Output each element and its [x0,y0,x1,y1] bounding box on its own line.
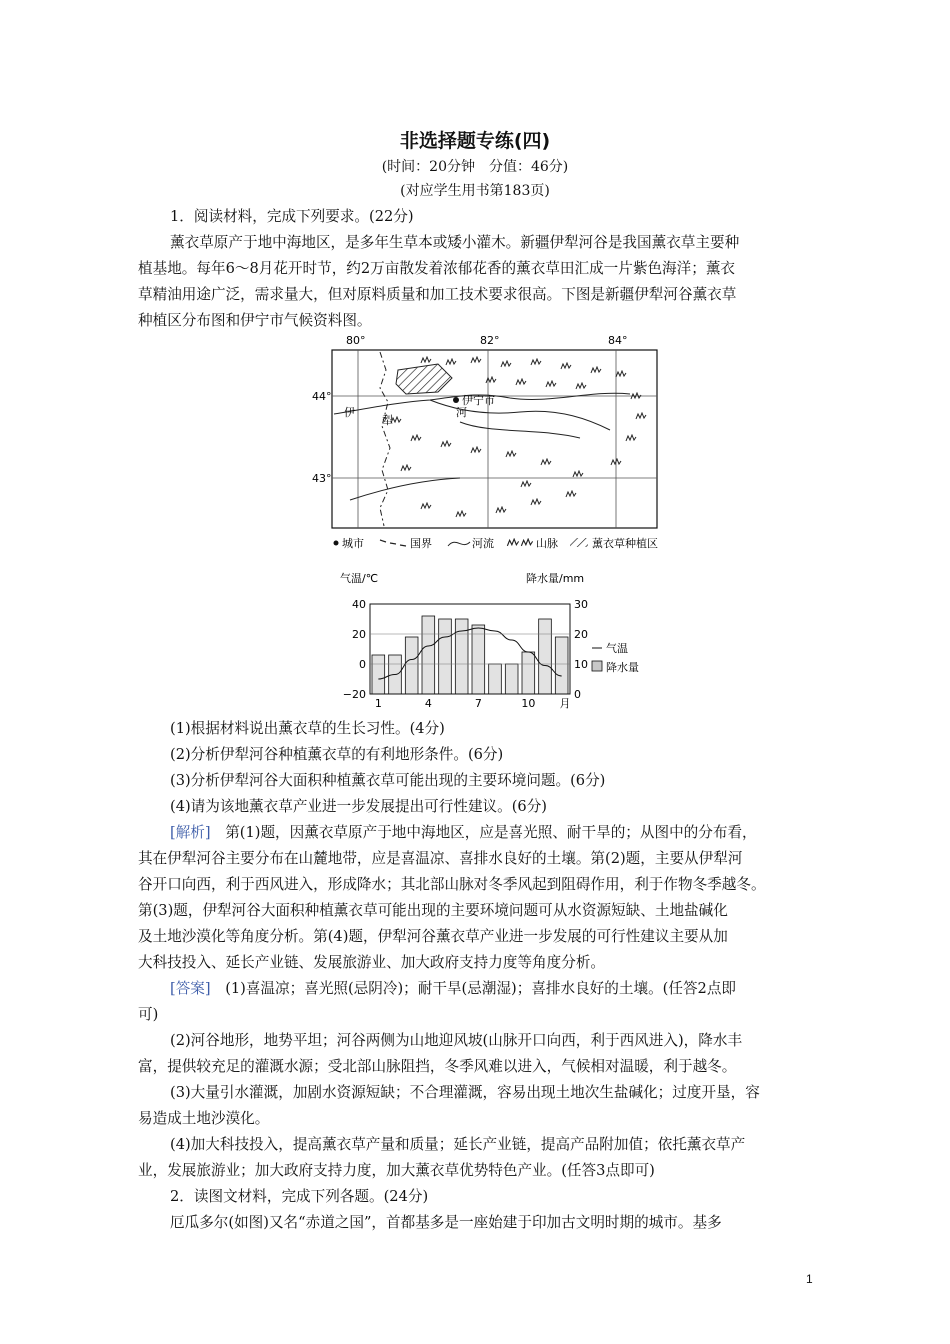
x-tick-label: 7 [474,697,482,710]
answer-tag: [答案] [170,980,211,997]
left-tick-label: −20 [342,688,366,701]
precipitation-bar [422,616,435,694]
page-title: 非选择题专练(四) [399,130,551,152]
answer-line: 可) [138,1006,159,1023]
q1-question-1: (1)根据材料说出薰衣草的生长习性。(4分) [170,720,445,737]
book-reference: (对应学生用书第183页) [400,183,550,199]
right-tick-label: 0 [574,688,581,701]
map-place-label: 伊宁市 [462,394,495,407]
answer-line [170,976,828,1002]
q2-heading: 2．读图文材料，完成下列各题。(24分) [170,1188,429,1205]
map-legend [334,536,659,550]
q1-material-line: 薰衣草原产于地中海地区，是多年生草本或矮小灌木。新疆伊犁河谷是我国薰衣草主要种 [170,234,740,251]
analysis-line: 谷开口向西，利于西风进入，形成降水；其北部山脉对冬季风起到阻碍作用，利于作物冬季越冬。 [138,876,766,893]
lon-label: 84° [608,334,628,347]
answer-line: (2)河谷地形，地势平坦；河谷两侧为山地迎风坡(山脉开口向西，利于西风进入)，降水丰 [170,1032,743,1049]
analysis-line: 大科技投入、延长产业链、发展旅游业、加大政府支持力度等角度分析。 [138,954,606,971]
left-tick-label: 0 [359,658,366,671]
answer-line: (4)加大科技投入，提高薰衣草产量和质量；延长产业链，提高产品附加值；依托薰衣草产 [170,1136,746,1153]
legend-river: 河流 [472,537,494,550]
climate-chart [330,568,660,712]
precipitation-bar [505,664,518,694]
lat-label: 44° [312,390,332,403]
precipitation-bar [522,652,535,694]
q1-material-line: 种植区分布图和伊宁市气候资料图。 [138,312,372,329]
lon-label: 80° [346,334,366,347]
left-tick-label: 20 [352,628,366,641]
answer-line: 富，提供较充足的灌溉水源；受北部山脉阻挡，冬季风难以进入，气候相对温暖，利于越冬。 [138,1058,737,1075]
analysis-line: 及土地沙漠化等角度分析。第(4)题，伊犁河谷薰衣草产业进一步发展的可行性建议主要从加 [138,928,728,945]
analysis-line [170,820,828,846]
q1-question-3: (3)分析伊犁河谷大面积种植薰衣草可能出现的主要环境问题。(6分) [170,772,606,789]
right-axis-label: 降水量/mm [526,572,585,585]
q1-question-2: (2)分析伊犁河谷种植薰衣草的有利地形条件。(6分) [170,746,504,763]
precipitation-bar [372,655,385,694]
x-tick-label: 1 [374,697,382,710]
left-axis-label: 气温/℃ [340,572,379,585]
legend-temperature: 气温 [606,642,628,655]
analysis-line: 其在伊犁河谷主要分布在山麓地带，应是喜温凉、喜排水良好的土壤。第(2)题，主要从伊犁河 [138,850,743,867]
legend-lavender: 薰衣草种植区 [592,537,658,550]
map-place-label: 伊 [344,406,355,419]
right-tick-label: 20 [574,628,588,641]
map-place-label: 犁 [382,414,393,427]
legend-precipitation: 降水量 [606,661,639,674]
q1-heading: 1．阅读材料，完成下列要求。(22分) [170,208,414,225]
city-yining [453,397,459,403]
analysis-tag: [解析] [170,824,211,841]
answer-text: (1)喜温凉；喜光照(忌阴冷)；耐干旱(忌潮湿)；喜排水良好的土壤。(任答2点即 [225,980,737,997]
left-tick-label: 40 [352,598,366,611]
page-number: 1 [806,1272,813,1286]
chart-legend [592,641,639,674]
x-tick-label: 月 [559,697,571,710]
x-tick-label: 10 [521,697,536,710]
q1-material-line: 草精油用途广泛，需求量大，但对原料质量和加工技术要求很高。下图是新疆伊犁河谷薰衣草 [138,286,737,303]
map-place-label: 河 [456,406,467,419]
yili-valley-map [310,330,680,562]
precipitation-bar [539,619,552,694]
answer-line: (3)大量引水灌溉，加剧水资源短缺；不合理灌溉，容易出现土地次生盐碱化；过度开垦，容 [170,1084,760,1101]
precipitation-bar [472,625,485,694]
answer-line: 业，发展旅游业；加大政府支持力度，加大薰衣草优势特色产业。(任答3点即可) [138,1162,655,1179]
precipitation-bar [555,637,568,694]
time-score-info: (时间：20分钟 分值：46分) [381,159,569,175]
right-tick-label: 10 [574,658,588,671]
q1-question-4: (4)请为该地薰衣草产业进一步发展提出可行性建议。(6分) [170,798,548,815]
analysis-text: 第(1)题，因薰衣草原产于地中海地区，应是喜光照、耐干旱的；从图中的分布看， [225,824,757,841]
legend-border: 国界 [410,537,432,550]
q1-material-line: 植基地。每年6～8月花开时节，约2万亩散发着浓郁花香的薰衣草田汇成一片紫色海洋；薰衣 [138,260,736,277]
lon-label: 82° [480,334,500,347]
answer-line: 易造成土地沙漠化。 [138,1110,270,1127]
precipitation-bar [489,664,502,694]
legend-mountain: 山脉 [536,537,558,550]
x-tick-label: 4 [424,697,432,710]
analysis-line: 第(3)题，伊犁河谷大面积种植薰衣草可能出现的主要环境问题可从水资源短缺、土地盐碱化 [138,902,728,919]
q2-material-line: 厄瓜多尔(如图)又名“赤道之国”，首都基多是一座始建于印加古文明时期的城市。基多 [170,1214,722,1231]
precipitation-bar [405,637,418,694]
legend-city: 城市 [342,537,364,550]
right-tick-label: 30 [574,598,588,611]
precipitation-bar [439,619,452,694]
lat-label: 43° [312,472,332,485]
